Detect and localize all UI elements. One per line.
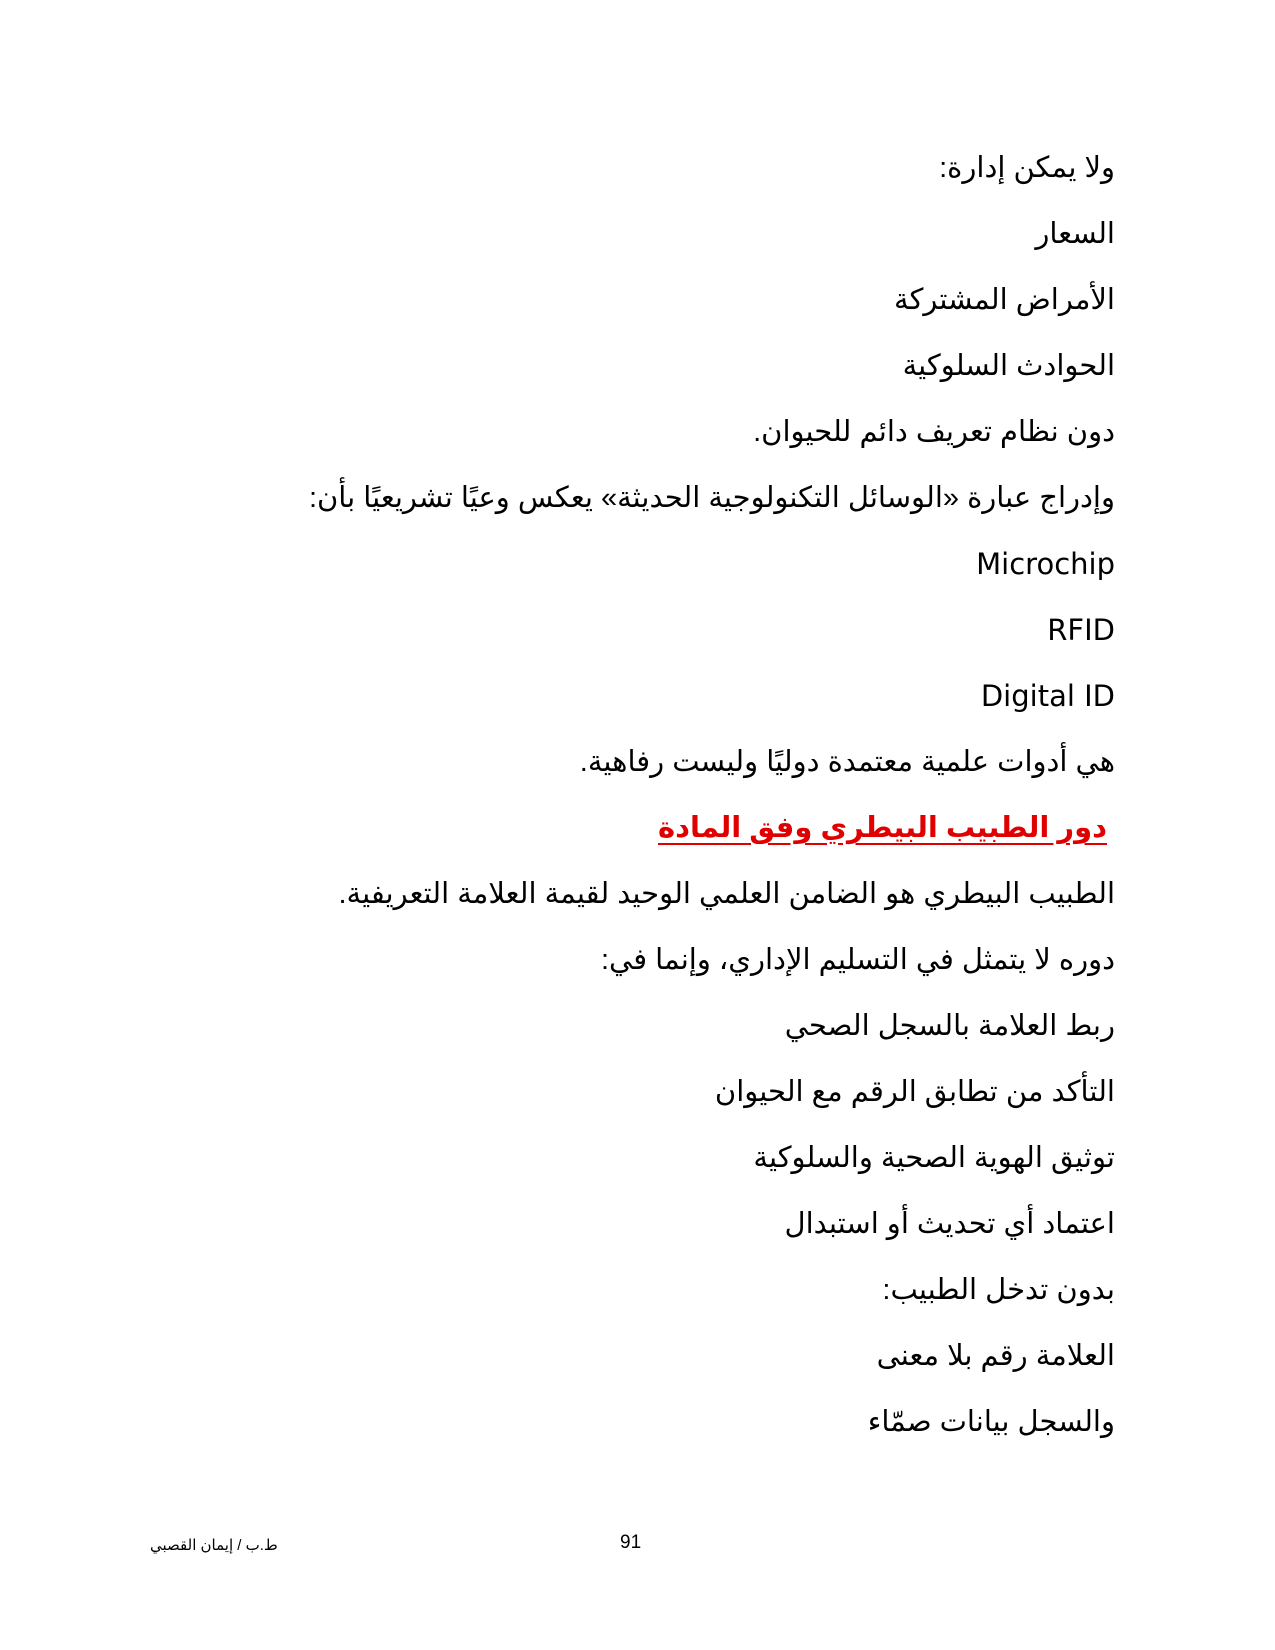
text-line: دوره لا يتمثل في التسليم الإداري، وإنما في: [600,944,1115,976]
list-item: اعتماد أي تحديث أو استبدال [784,1208,1115,1240]
list-item: التأكد من تطابق الرقم مع الحيوان [714,1076,1115,1108]
text-line: هي أدوات علمية معتمدة دوليًا وليست رفاهية. [579,746,1115,778]
text-line: ولا يمكن إدارة: [939,152,1115,184]
section-heading: دور الطبيب البيطري وفق المادة [658,812,1107,844]
list-item: العلامة رقم بلا معنى [876,1340,1115,1372]
page-number: 91 [620,1532,642,1553]
list-item: ربط العلامة بالسجل الصحي [784,1010,1115,1042]
text-line: بدون تدخل الطبيب: [882,1274,1115,1306]
section-heading-line [255,810,1115,876]
text-line: وإدراج عبارة «الوسائل التكنولوجية الحديثة» يعكس وعيًا تشريعيًا بأن: [308,482,1115,514]
text-line: دون نظام تعريف دائم للحيوان. [753,416,1115,448]
list-item: الأمراض المشتركة [894,284,1115,316]
footer-author: ط.ب / إيمان القصبي [150,1537,278,1554]
list-item: Microchip [976,547,1115,581]
list-item: Digital ID [980,679,1115,713]
list-item: والسجل بيانات صمّاء [867,1406,1115,1438]
text-line: الطبيب البيطري هو الضامن العلمي الوحيد لقيمة العلامة التعريفية. [338,878,1115,910]
list-item: السعار [1035,218,1115,250]
list-item: توثيق الهوية الصحية والسلوكية [753,1142,1115,1174]
body-text [255,150,1115,1470]
list-item: الحوادث السلوكية [902,350,1115,382]
list-item: RFID [1047,613,1115,647]
